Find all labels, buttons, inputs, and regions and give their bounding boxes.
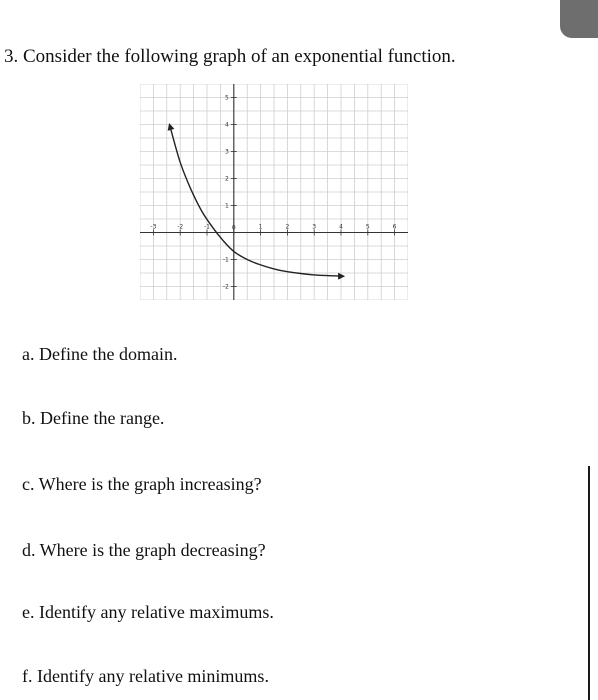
x-tick-label: -1 — [204, 223, 210, 231]
y-tick-label: 3 — [224, 148, 229, 156]
subquestion-c: c. Where is the graph increasing? — [22, 474, 262, 494]
y-tick-label: 2 — [224, 175, 229, 183]
x-tick-label: -3 — [150, 223, 157, 231]
subquestion-e: e. Identify any relative maximums. — [22, 602, 274, 622]
subquestion-b: b. Define the range. — [22, 408, 165, 428]
x-tick-label: 6 — [392, 223, 397, 231]
x-tick-label: 2 — [285, 223, 290, 231]
y-tick-label: -2 — [222, 283, 229, 291]
subquestion-f: f. Identify any relative minimums. — [22, 666, 269, 686]
x-tick-label: 0 — [231, 224, 236, 232]
y-tick-label: 4 — [224, 121, 229, 129]
x-tick-label: 1 — [258, 223, 263, 231]
x-tick-label: -2 — [177, 223, 184, 231]
question-text: 3. Consider the following graph of an exponential function. — [4, 46, 456, 67]
x-tick-label: 3 — [312, 223, 317, 231]
grid-lines — [140, 84, 408, 300]
y-tick-label: 5 — [224, 94, 229, 102]
tick-labels — [150, 95, 396, 291]
x-tick-label: 4 — [339, 223, 343, 231]
subquestion-a: a. Define the domain. — [22, 344, 178, 364]
corner-tab — [560, 0, 598, 38]
x-tick-label: 5 — [365, 223, 370, 231]
scrollbar[interactable] — [588, 466, 590, 700]
y-tick-label: -1 — [222, 256, 229, 264]
y-tick-label: 1 — [224, 202, 229, 210]
exponential-graph — [140, 84, 408, 300]
exponential-curve — [170, 125, 344, 277]
curve — [170, 125, 344, 277]
subquestion-d: d. Where is the graph decreasing? — [22, 540, 266, 560]
